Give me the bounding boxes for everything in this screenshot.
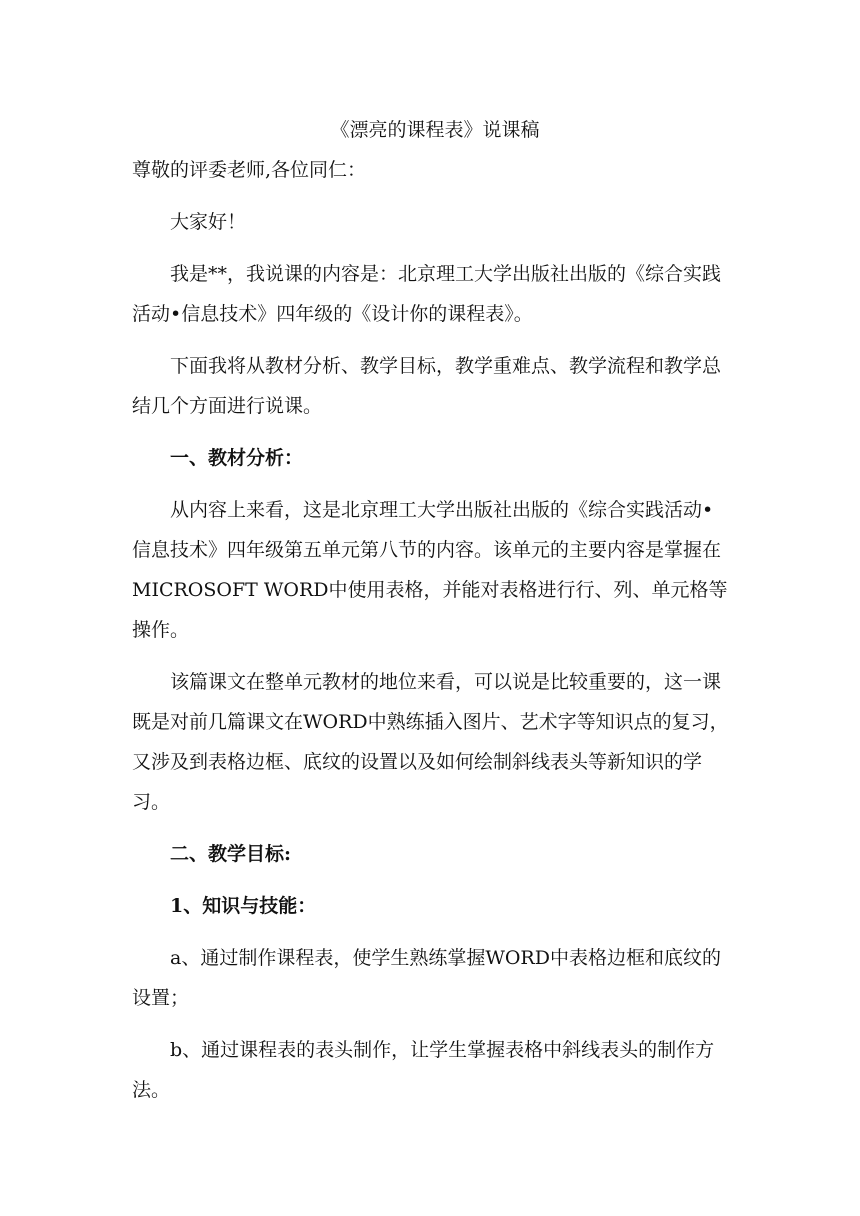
lesson-position-paragraph: 该篇课文在整单元教材的地位来看，可以说是比较重要的，这一课既是对前几篇课文在WORD中熟练插入图片、艺术字等知识点的复习，又涉及到表格边框、底纹的设置以及如何绘制斜线表头等新知识的学习。 — [132, 671, 729, 813]
greeting-paragraph: 大家好！ — [170, 211, 247, 233]
document-title: 《漂亮的课程表》说课稿 — [330, 119, 540, 141]
section-heading-textbook-analysis: 一、教材分析： — [170, 447, 304, 469]
section-heading-teaching-goals: 二、教学目标: — [170, 843, 292, 865]
subheading-knowledge-skills: 1、知识与技能： — [170, 895, 317, 917]
overview-paragraph: 下面我将从教材分析、教学目标，教学重难点、教学流程和教学总结几个方面进行说课。 — [132, 355, 722, 417]
content-analysis-paragraph: 从内容上来看，这是北京理工大学出版社出版的《综合实践活动•信息技术》四年级第五单元第八节的内容。该单元的主要内容是掌握在MICROSOFT WORD中使用表格，并能对表格进行行、列、单元格等操作。 — [132, 499, 728, 641]
intro-paragraph: 我是**，我说课的内容是：北京理工大学出版社出版的《综合实践活动•信息技术》四年级的《设计你的课程表》。 — [132, 263, 722, 325]
salutation: 尊敬的评委老师,各位同仁： — [132, 159, 367, 181]
goal-item-b: b、通过课程表的表头制作，让学生掌握表格中斜线表头的制作方法。 — [132, 1039, 715, 1101]
document-body — [132, 110, 730, 1122]
goal-item-a: a、通过制作课程表，使学生熟练掌握WORD中表格边框和底纹的设置； — [132, 947, 721, 1009]
